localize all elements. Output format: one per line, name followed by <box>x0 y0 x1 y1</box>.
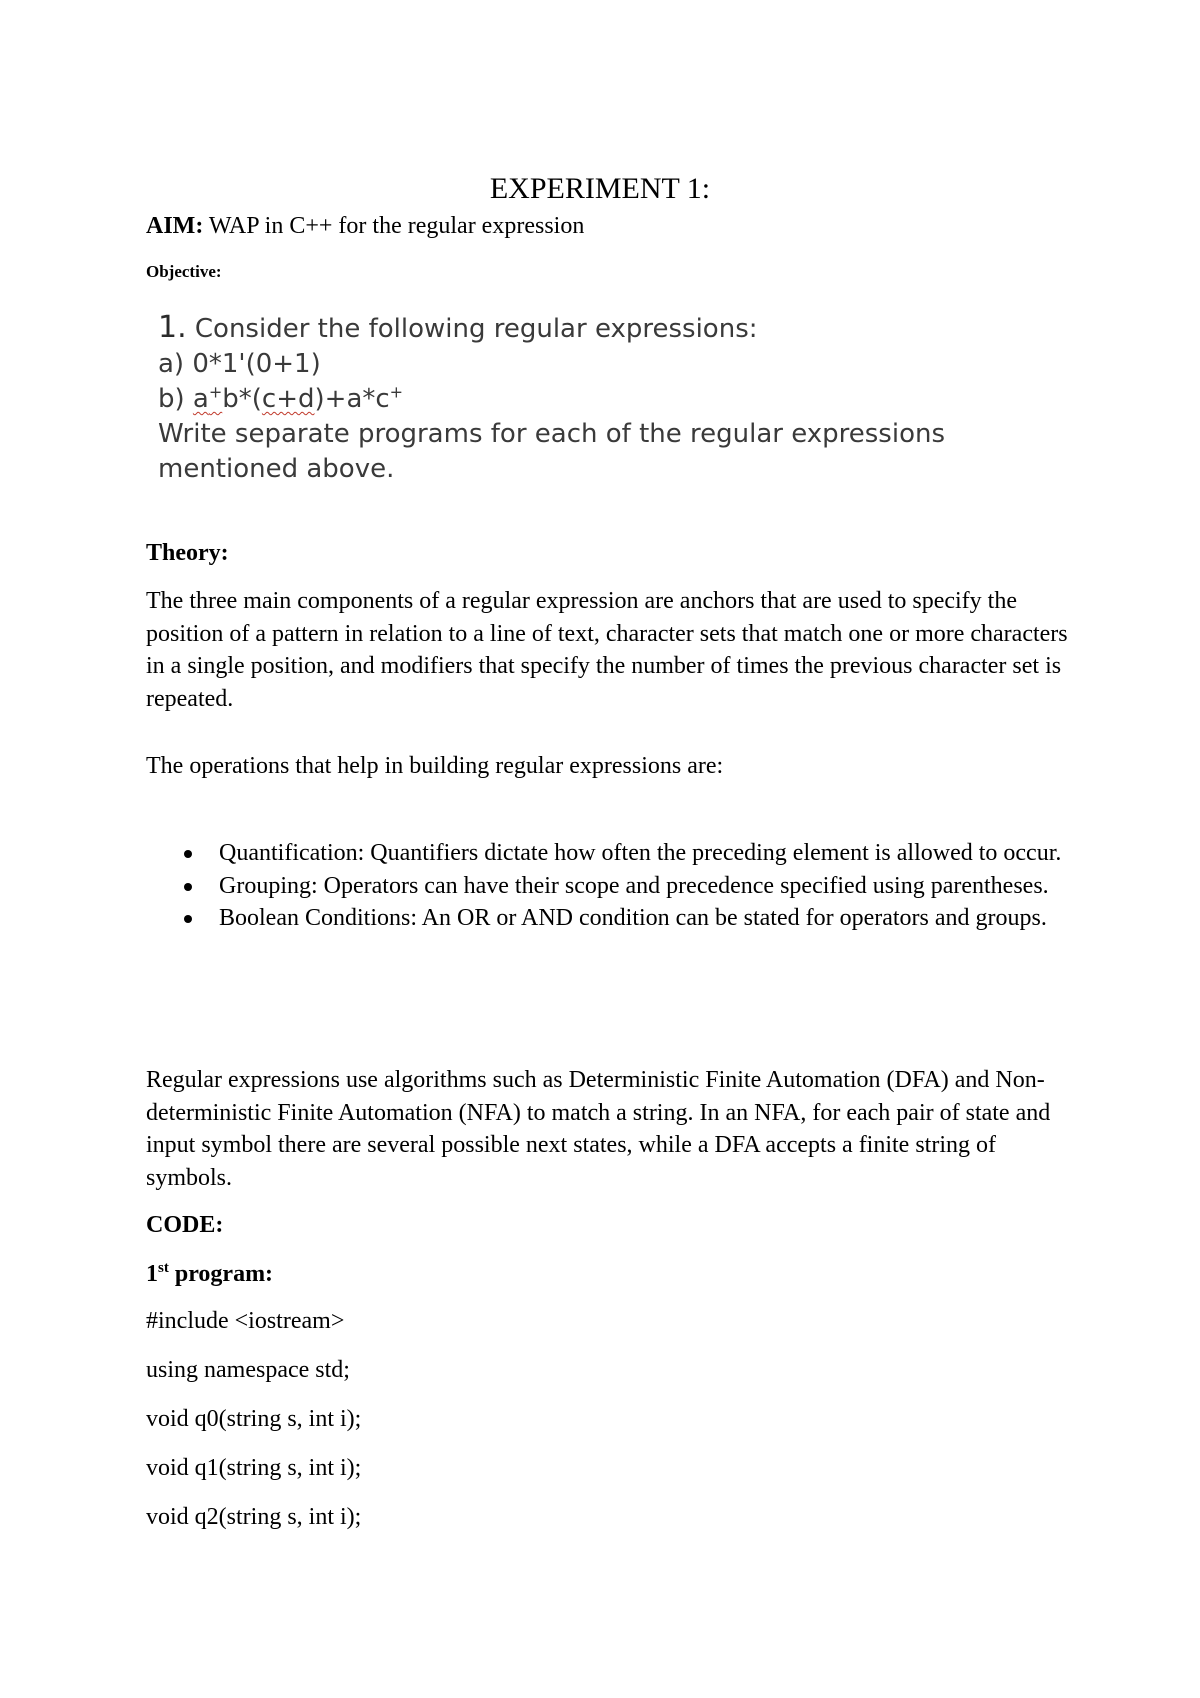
program-number: 1 <box>146 1261 158 1287</box>
item-b-sup-2: + <box>389 382 404 402</box>
program-label: program: <box>168 1261 274 1287</box>
objective-line-5: mentioned above. <box>158 454 395 484</box>
objective-intro: Consider the following regular expressions: <box>186 314 758 344</box>
operations-list <box>146 837 1076 935</box>
item-b-a-text: a <box>192 384 209 414</box>
item-b-prefix: b) <box>158 384 193 414</box>
list-item-text: Quantification: Quantifiers dictate how often the preceding element is allowed to occur. <box>219 840 1062 866</box>
code-line: void q2(string s, int i); <box>146 1504 362 1530</box>
bullet-icon <box>184 850 192 858</box>
objective-item-b <box>158 382 945 417</box>
code-line: #include <iostream> <box>146 1308 345 1334</box>
list-item <box>146 837 1076 870</box>
theory-paragraph-3: Regular expressions use algorithms such as Deterministic Finite Automation (DFA) and Non-deterministic Finite Automation (NFA) to match a string. In an NFA, for each pair of state and input symbol there are several possible next states, while a DFA accepts a finite string of symbols. <box>146 1067 1051 1191</box>
list-item-text: Boolean Conditions: An OR or AND condition can be stated for operators and groups. <box>219 905 1047 931</box>
list-item <box>146 902 1076 935</box>
item-b-sup-1: + <box>208 382 223 402</box>
bullet-icon <box>184 915 192 923</box>
theory-paragraph-2: The operations that help in building regular expressions are: <box>146 753 724 779</box>
theory-paragraph-1: The three main components of a regular expression are anchors that are used to specify the position of a pattern in relation to a line of text, character sets that match one or more characters in a single position, and modifiers that specify the number of times the previous character set is repeated. <box>146 588 1068 712</box>
objective-image-block <box>158 310 945 487</box>
code-line: void q0(string s, int i); <box>146 1406 362 1432</box>
item-b-mid: b*( <box>222 384 262 414</box>
list-item <box>146 870 1076 903</box>
theory-heading: Theory: <box>146 540 229 566</box>
objective-item-a: a) 0*1'(0+1) <box>158 349 321 379</box>
aim-label: AIM: <box>146 213 204 239</box>
page-title: EXPERIMENT 1: <box>489 172 711 205</box>
aim-text: WAP in C++ for the regular expression <box>203 213 585 239</box>
item-b-rest: )+a*c <box>314 384 390 414</box>
objective-intro-line <box>158 310 945 347</box>
item-b-a <box>193 384 222 414</box>
code-heading: CODE: <box>146 1212 224 1238</box>
aim-line <box>146 213 584 240</box>
bullet-icon <box>184 883 192 891</box>
objective-number: 1. <box>158 310 187 345</box>
list-item-text: Grouping: Operators can have their scope and precedence specified using parentheses. <box>219 872 1049 899</box>
objective-label: Objective: <box>146 262 222 281</box>
code-line: void q1(string s, int i); <box>146 1455 362 1481</box>
program-ordinal: st <box>158 1260 169 1276</box>
program-heading <box>146 1260 273 1288</box>
item-b-cd: c+d <box>261 384 315 414</box>
objective-line-4: Write separate programs for each of the regular expressions <box>158 419 945 449</box>
code-line: using namespace std; <box>146 1357 350 1383</box>
